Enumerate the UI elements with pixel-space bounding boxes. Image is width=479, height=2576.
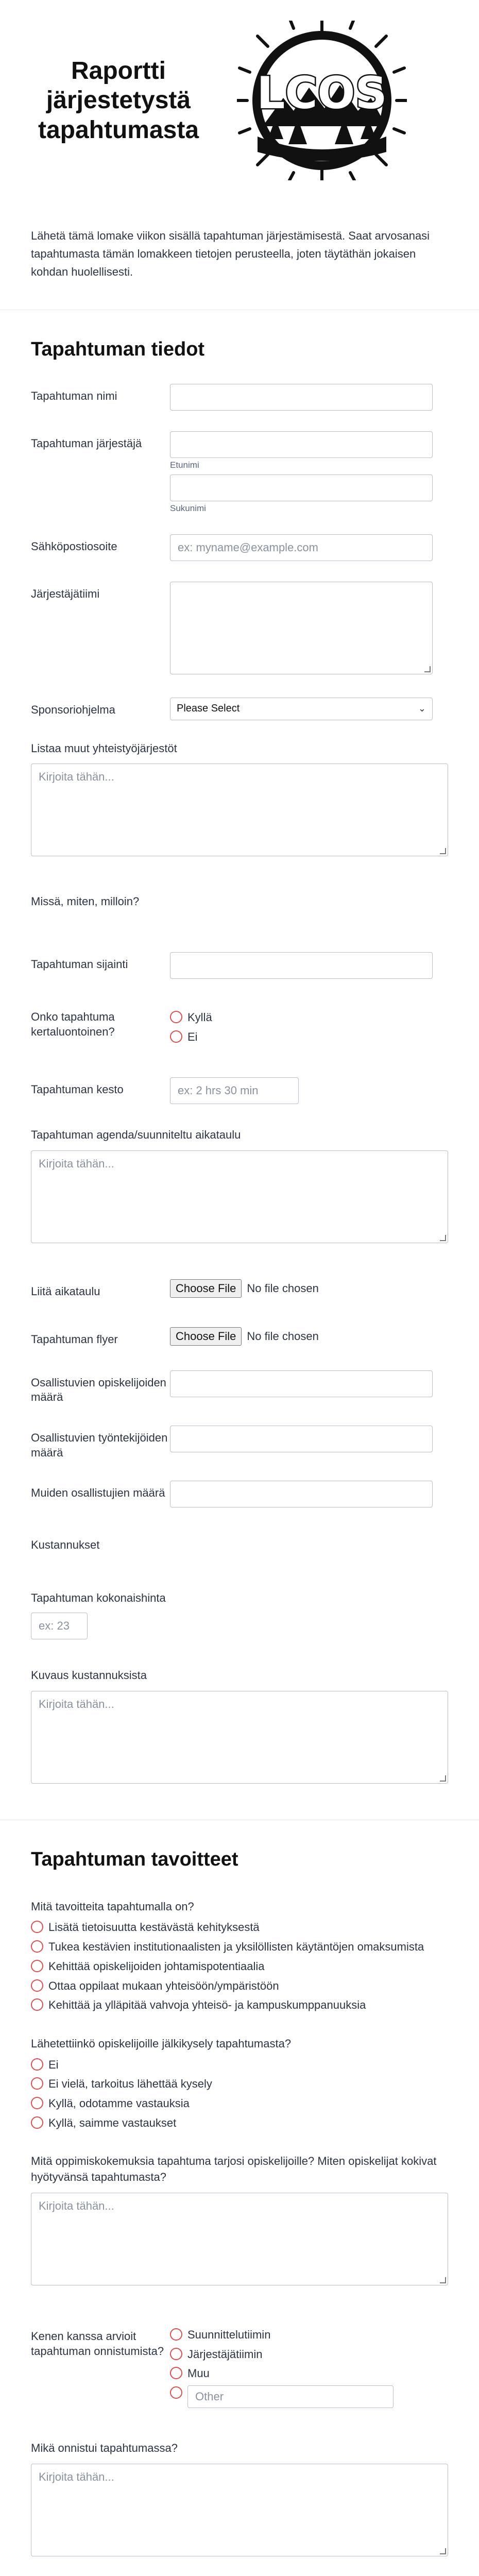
location-row [0,952,479,979]
radio-circle[interactable] [31,2077,43,2090]
duration-row [0,1077,479,1104]
checkbox[interactable] [170,2328,182,2341]
evaluator-option[interactable] [170,2366,448,2381]
event-name-input[interactable] [170,384,433,411]
svg-text:LCOS: LCOS [256,67,387,119]
choose-file-button[interactable]: Choose File [170,1327,242,1346]
duration-input[interactable] [170,1077,299,1104]
section-title-goals: Tapahtuman tavoitteet [31,1848,238,1870]
agenda-label: Tapahtuman agenda/suunniteltu aikataulu [31,1128,241,1141]
checkbox[interactable] [31,1940,43,1953]
evaluators-label: Kenen kanssa arvioit tapahtuman onnistumista? [31,2330,164,2358]
radio-circle[interactable] [31,2097,43,2109]
first-name-sublabel: Etunimi [170,460,199,470]
location-label: Tapahtuman sijainti [31,958,128,971]
agenda-textarea[interactable] [31,1150,448,1243]
staff-label: Osallistuvien työntekijöiden määrä [31,1431,168,1459]
checkbox[interactable] [170,2386,182,2399]
goal-option[interactable] [31,1920,448,1935]
learning-textarea[interactable] [31,2193,448,2285]
survey-option[interactable] [31,2076,448,2092]
others-label: Muiden osallistujien määrä [31,1486,165,1500]
radio-circle[interactable] [31,2116,43,2129]
staff-input[interactable] [170,1426,433,1452]
survey-option[interactable] [31,2096,448,2111]
sponsor-selected: Please Select [177,703,240,715]
cost-desc-block [0,1668,479,1784]
succeeded-label: Mikä onnistui tapahtumassa? [31,2442,178,2455]
succeeded-textarea[interactable] [31,2464,448,2556]
costs-label: Kustannukset [31,1538,100,1552]
first-name-input[interactable] [170,431,433,458]
option-label: Ei [48,2058,59,2071]
event-name-label: Tapahtuman nimi [31,389,117,402]
radio-circle[interactable] [170,1011,182,1023]
event-name-row [0,384,479,411]
option-label: Kyllä, odotamme vastauksia [48,2097,190,2110]
total-cost-placeholder: ex: 23 [39,1619,70,1632]
radio-option-no[interactable] [170,1029,448,1045]
checkbox[interactable] [31,1921,43,1933]
survey-option[interactable] [31,2115,448,2131]
staff-row [0,1426,479,1460]
checkbox[interactable] [170,2348,182,2360]
intro-text: Lähetä tämä lomake viikon sisällä tapahtuman järjestämisestä. Saat arvosanasi tapahtumasta tämän lomakkeen tietojen perusteella, joten täytäthän jokaisen kohdan huolellisesti. [31,229,430,279]
option-label: Järjestäjätiimin [187,2347,263,2361]
textarea-placeholder: Kirjoita tähän... [39,2199,114,2213]
form-title: Raportti järjestetystä tapahtumasta [38,57,199,144]
sponsor-label: Sponsoriohjelma [31,703,115,716]
option-label: Tukea kestävien institutionaalisten ja yksilöllisten käytäntöjen omaksumista [48,1940,424,1954]
students-input[interactable] [170,1370,433,1397]
radio-option-yes[interactable] [170,1010,448,1025]
form-header [0,0,479,180]
evaluator-option[interactable] [170,2347,448,2362]
no-file-text: No file chosen [247,1281,319,1295]
radio-circle[interactable] [31,2058,43,2071]
recurring-label: Onko tapahtuma kertaluontoinen? [31,1010,115,1038]
where-when-label: Missä, miten, milloin? [31,895,140,908]
textarea-placeholder: Kirjoita tähän... [39,1157,114,1170]
sponsor-select[interactable] [170,698,433,720]
textarea-placeholder: Kirjoita tähän... [39,2470,114,2483]
survey-block [0,2036,479,2131]
cost-desc-textarea[interactable] [31,1691,448,1784]
goals-options [31,1920,448,2012]
learning-block [0,2154,479,2285]
other-orgs-textarea[interactable] [31,764,448,856]
total-cost-label: Tapahtuman kokonaishinta [31,1591,166,1605]
lcos-logo [237,21,407,180]
organizers-label: Järjestäjätiimi [31,587,100,600]
sponsor-row [0,698,479,720]
cost-desc-label: Kuvaus kustannuksista [31,1668,147,1682]
organizer-label: Tapahtuman järjestäjä [31,436,142,450]
schedule-file-row [0,1279,479,1299]
costs-heading [0,1538,479,1552]
flyer-row [0,1327,479,1347]
goal-option[interactable] [31,1939,448,1955]
schedule-file-input[interactable] [170,1279,448,1298]
no-file-text: No file chosen [247,1330,319,1343]
option-label: Kyllä [187,1011,212,1024]
survey-options [31,2057,448,2131]
last-name-input[interactable] [170,474,433,501]
email-row [0,534,479,561]
option-label: Ottaa oppilaat mukaan yhteisöön/ympäristöön [48,1979,279,1992]
option-label: Ei [187,1030,198,1044]
choose-file-button[interactable]: Choose File [170,1279,242,1298]
organizer-row [0,431,479,514]
survey-option[interactable] [31,2057,448,2073]
email-label: Sähköpostiosoite [31,539,117,553]
schedule-file-label: Liitä aikataulu [31,1284,100,1298]
agenda-block [0,1127,479,1243]
radio-circle[interactable] [170,1030,182,1043]
succeeded-block [0,2441,479,2556]
others-row [0,1481,479,1507]
total-cost-input[interactable] [31,1613,88,1639]
email-field[interactable] [170,534,433,561]
goal-option[interactable] [31,1978,448,1994]
other-input[interactable] [187,2385,394,2408]
goals-block [0,1899,479,2013]
checkbox[interactable] [31,1979,43,1992]
duration-label: Tapahtuman kesto [31,1082,124,1096]
option-label: Suunnittelutiimin [187,2328,271,2342]
learning-label: Mitä oppimiskokemuksia tapahtuma tarjosi opiskelijoille? Miten opiskelijat kokivat hyötyvänsä tapahtumasta? [31,2155,437,2184]
goal-option[interactable] [31,1997,448,2013]
students-label: Osallistuvien opiskelijoiden määrä [31,1376,166,1404]
other-placeholder: Other [195,2390,224,2403]
option-label: Kyllä, saimme vastaukset [48,2116,177,2129]
checkbox[interactable] [31,1998,43,2011]
location-input[interactable] [170,952,433,979]
evaluators-row [0,2324,479,2412]
students-row [0,1370,479,1405]
evaluator-option[interactable] [170,2327,448,2343]
option-label: Lisätä tietoisuutta kestävästä kehityksestä [48,1921,260,1934]
chevron-down-icon: ⌄ [418,703,426,714]
textarea-placeholder: Kirjoita tähän... [39,770,114,784]
duration-placeholder: ex: 2 hrs 30 min [178,1083,259,1097]
last-name-sublabel: Sukunimi [170,503,206,513]
others-input[interactable] [170,1481,433,1507]
option-label: Kehittää opiskelijoiden johtamispotentiaalia [48,1959,265,1973]
option-label: Muu [187,2367,210,2380]
section-title-event-info: Tapahtuman tiedot [31,338,205,360]
where-when-heading [0,895,479,908]
total-cost-block [0,1590,479,1639]
other-orgs-block [0,741,479,857]
evaluator-option-other[interactable] [170,2385,448,2408]
recurring-row [0,1005,479,1048]
survey-label: Lähetettiinkö opiskelijoille jälkikysely tapahtumasta? [31,2037,292,2050]
goal-option[interactable] [31,1959,448,1974]
option-label: Kehittää ja ylläpitää vahvoja yhteisö- ja kampuskumppanuuksia [48,1998,366,2012]
checkbox[interactable] [31,1960,43,1972]
flyer-label: Tapahtuman flyer [31,1333,118,1346]
organizers-textarea[interactable] [170,582,433,674]
email-placeholder: ex: myname@example.com [178,540,318,554]
textarea-placeholder: Kirjoita tähän... [39,1697,114,1710]
flyer-file-input[interactable] [170,1327,448,1346]
option-label: Ei vielä, tarkoitus lähettää kysely [48,2077,212,2091]
organizers-row [0,582,479,674]
goals-label: Mitä tavoitteita tapahtumalla on? [31,1900,194,1913]
other-orgs-label: Listaa muut yhteistyöjärjestöt [31,741,177,755]
checkbox[interactable] [170,2367,182,2379]
